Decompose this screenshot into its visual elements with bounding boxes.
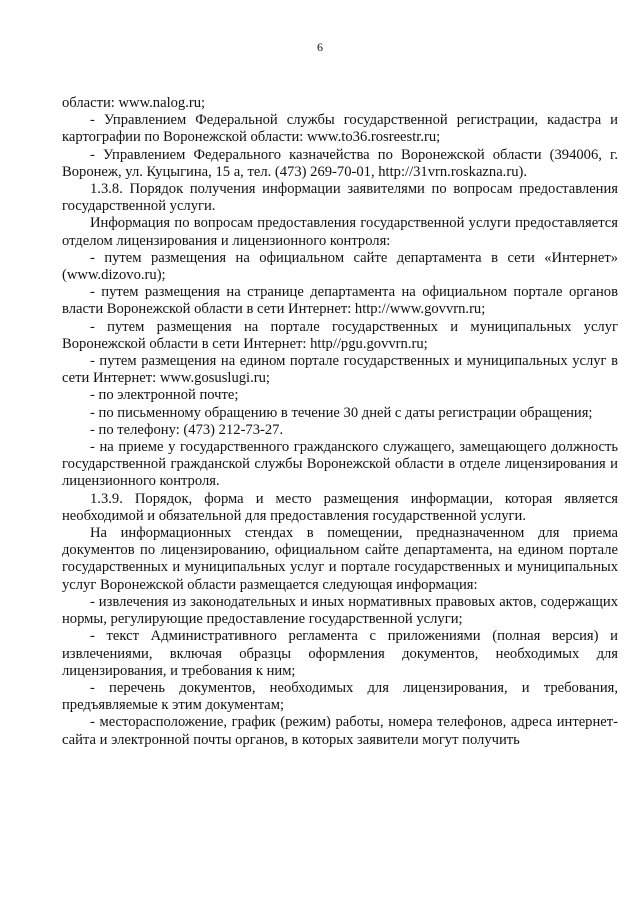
paragraph: области: www.nalog.ru;	[62, 95, 206, 111]
document-body	[62, 95, 618, 749]
list-item: - по телефону: (473) 212-73-27.	[90, 421, 284, 438]
list-item: - перечень документов, необходимых для лицензирования, и требования, предъявляемые к этим документам;	[62, 679, 618, 714]
paragraph: Информация по вопросам предоставления государственной услуги предоставляется отделом лицензирования и лицензионного контроля:	[62, 215, 618, 249]
list-item: - на приеме у государственного гражданского служащего, замещающего должность государственной гражданской службы Воронежской области в отделе лицензирования и лицензионного контроля.	[62, 439, 618, 490]
paragraph: - Управлением Федеральной службы государственной регистрации, кадастра и картографии по Воронежской области: www.to36.rosreestr.ru;	[62, 112, 618, 146]
list-item: - текст Административного регламента с приложениями (полная версия) и извлечениями, включая образцы оформления документов, необходимых для лицензирования, и требования к ним;	[62, 628, 618, 679]
list-item: - месторасположение, график (режим) работы, номера телефонов, адреса интернет-сайта и электронной почты органов, в которых заявители могут получить	[62, 714, 618, 748]
list-item: - путем размещения на странице департамента на официальном портале органов власти Воронежской области в сети Интернет: http://www.govvrn.ru;	[62, 284, 618, 318]
list-item: - по электронной почте;	[90, 387, 239, 404]
list-item: - путем размещения на портале государственных и муниципальных услуг Воронежской области в сети Интернет: http//pgu.govvrn.ru;	[62, 318, 618, 352]
list-item: - по письменному обращению в течение 30 дней с даты регистрации обращения;	[90, 404, 593, 421]
paragraph: - Управлением Федерального казначейства по Воронежской области (394006, г. Воронеж, ул. Куцыгина, 15 а, тел. (473) 269-70-01, http://31vrn.roskazna.ru).	[62, 146, 618, 180]
section-heading: 1.3.9. Порядок, форма и место размещения информации, которая является необходимой и обязательной для предоставления государственной услуги.	[62, 490, 618, 524]
page-number: 6	[317, 40, 323, 54]
list-item: - извлечения из законодательных и иных нормативных правовых актов, содержащих нормы, регулирующие предоставление государственной услуги;	[62, 593, 618, 628]
paragraph: На информационных стендах в помещении, предназначенном для приема документов по лицензированию, официальном сайте департамента, на едином портале государственных и муниципальных услуг и портале государственных и муниципальных услуг Воронежской области размещается следующая информация:	[62, 525, 618, 593]
section-heading: 1.3.8. Порядок получения информации заявителями по вопросам предоставления государственной услуги.	[62, 181, 618, 215]
list-item: - путем размещения на едином портале государственных и муниципальных услуг в сети Интернет: www.gosuslugi.ru;	[62, 353, 618, 387]
list-item: - путем размещения на официальном сайте департамента в сети «Интернет» (www.dizovo.ru);	[62, 249, 618, 284]
